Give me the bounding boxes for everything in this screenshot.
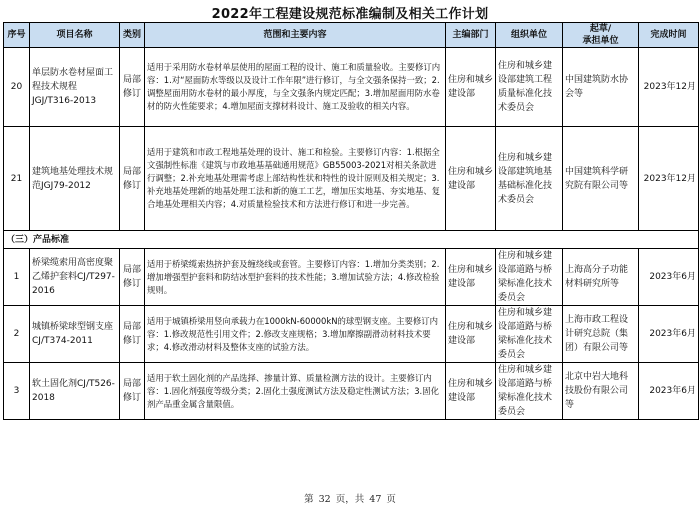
- page-footer: [0, 491, 700, 505]
- row-scope: 适用于软土固化剂的产品选择、掺量计算、质量检测方法的设计。主要修订内容：1.固化剂强度等级分类；2.固化土强度测试方法及稳定性测试方法；3.固化剂产品重金属含量限值。: [145, 363, 446, 420]
- row-project-name: 城镇桥梁球型钢支座CJ/T374-2011: [30, 306, 120, 363]
- row-no: 3: [4, 363, 30, 420]
- row-org: 住房和城乡建设部道路与桥梁标准化技术委员会: [496, 249, 563, 306]
- row-drafter: 上海市政工程设计研究总院（集团）有限公司等: [563, 306, 639, 363]
- footer-mid: 页，共: [335, 494, 365, 505]
- row-scope: 适用于建筑和市政工程地基处理的设计、施工和检验。主要修订内容：1.根据全文强制性标准《建筑与市政地基基础通用规范》GB55003-2021对相关条款进行调整；2.补充地基处理需考虑上部结构性状和特性的设计原则及相关规定；3.补充地基处理新的地基处理工法和新的施工工艺，增加压实地基、夯实地基、复合地基处理相关内容；4.对质量检验技术和方法进行修订和进一步完善。: [145, 127, 446, 231]
- row-time: 2023年12月: [639, 48, 699, 127]
- row-dept: 住房和城乡建设部: [446, 48, 496, 127]
- header-category: 类别: [120, 23, 145, 48]
- row-no: 20: [4, 48, 30, 127]
- row-project-name: 建筑地基处理技术规范JGJ79-2012: [30, 127, 120, 231]
- row-dept: 住房和城乡建设部: [446, 363, 496, 420]
- row-category: 局部修订: [120, 48, 145, 127]
- header-dept: 主编部门: [446, 23, 496, 48]
- page-title: 2022年工程建设规范标准编制及相关工作计划: [211, 7, 489, 22]
- row-category: 局部修订: [120, 127, 145, 231]
- row-project-name: 软土固化剂CJ/T526-2018: [30, 363, 120, 420]
- row-no: 21: [4, 127, 30, 231]
- row-dept: 住房和城乡建设部: [446, 127, 496, 231]
- row-scope: 适用于城镇桥梁用竖向承载力在1000kN-60000kN的球型钢支座。主要修订内容：1.修改规范性引用文件；2.修改支座规格；3.增加摩擦副滑动材料技术要求；4.修改滑动材料及整体支座的试验方法。: [145, 306, 446, 363]
- row-dept: 住房和城乡建设部: [446, 306, 496, 363]
- footer-suffix: 页: [386, 494, 396, 505]
- row-org: 住房和城乡建设部建筑地基基础标准化技术委员会: [496, 127, 563, 231]
- section-row: [4, 231, 699, 249]
- row-project-name: 单层防水卷材屋面工程技术规程JGJ/T316-2013: [30, 48, 120, 127]
- row-time: 2023年6月: [639, 363, 699, 420]
- row-dept: 住房和城乡建设部: [446, 249, 496, 306]
- table-header-row: [4, 23, 699, 48]
- table-row: [4, 306, 699, 363]
- section-title: （三）产品标准: [4, 231, 699, 249]
- row-project-name: 桥梁缆索用高密度聚乙烯护套料CJ/T297-2016: [30, 249, 120, 306]
- table-row: [4, 127, 699, 231]
- row-scope: 适用于采用防水卷材单层使用的屋面工程的设计、施工和质量验收。主要修订内容：1.对“屋面防水等级以及设计工作年限”进行修订，与全文强条保持一致；2.调整屋面用防水卷材的最小厚度，与全文强条内规定匹配；3.增加屋面用防水卷材的防火性能要求；4.增加屋面支撑材料设计、施工及验收的相关内容。: [145, 48, 446, 127]
- row-org: 住房和城乡建设部道路与桥梁标准化技术委员会: [496, 363, 563, 420]
- row-no: 2: [4, 306, 30, 363]
- footer-page-number: 32: [318, 494, 331, 505]
- row-time: 2023年6月: [639, 249, 699, 306]
- row-category: 局部修订: [120, 306, 145, 363]
- footer-prefix: 第: [304, 494, 314, 505]
- header-org: 组织单位: [496, 23, 563, 48]
- header-scope: 范围和主要内容: [145, 23, 446, 48]
- row-drafter: 上海高分子功能材料研究所等: [563, 249, 639, 306]
- row-scope: 适用于桥梁缆索热挤护套及缠绕线或套管。主要修订内容：1.增加分类类别；2.增加增强型护套料和防结冰型护套料的技术性能；3.增加试验方法；4.修改检验规则。: [145, 249, 446, 306]
- header-name: 项目名称: [30, 23, 120, 48]
- row-drafter: 中国建筑科学研究院有限公司等: [563, 127, 639, 231]
- header-drafter: 起草/ 承担单位: [563, 23, 639, 48]
- table-row: [4, 249, 699, 306]
- table-row: [4, 363, 699, 420]
- row-org: 住房和城乡建设部道路与桥梁标准化技术委员会: [496, 306, 563, 363]
- row-drafter: 北京中岩大地科技股份有限公司等: [563, 363, 639, 420]
- row-time: 2023年12月: [639, 127, 699, 231]
- footer-total-pages: 47: [369, 494, 382, 505]
- row-no: 1: [4, 249, 30, 306]
- header-time: 完成时间: [639, 23, 699, 48]
- row-drafter: 中国建筑防水协会等: [563, 48, 639, 127]
- work-plan-table: [3, 22, 699, 420]
- row-category: 局部修订: [120, 249, 145, 306]
- row-category: 局部修订: [120, 363, 145, 420]
- header-no: 序号: [4, 23, 30, 48]
- row-org: 住房和城乡建设部建筑工程质量标准化技术委员会: [496, 48, 563, 127]
- row-time: 2023年6月: [639, 306, 699, 363]
- table-row: [4, 48, 699, 127]
